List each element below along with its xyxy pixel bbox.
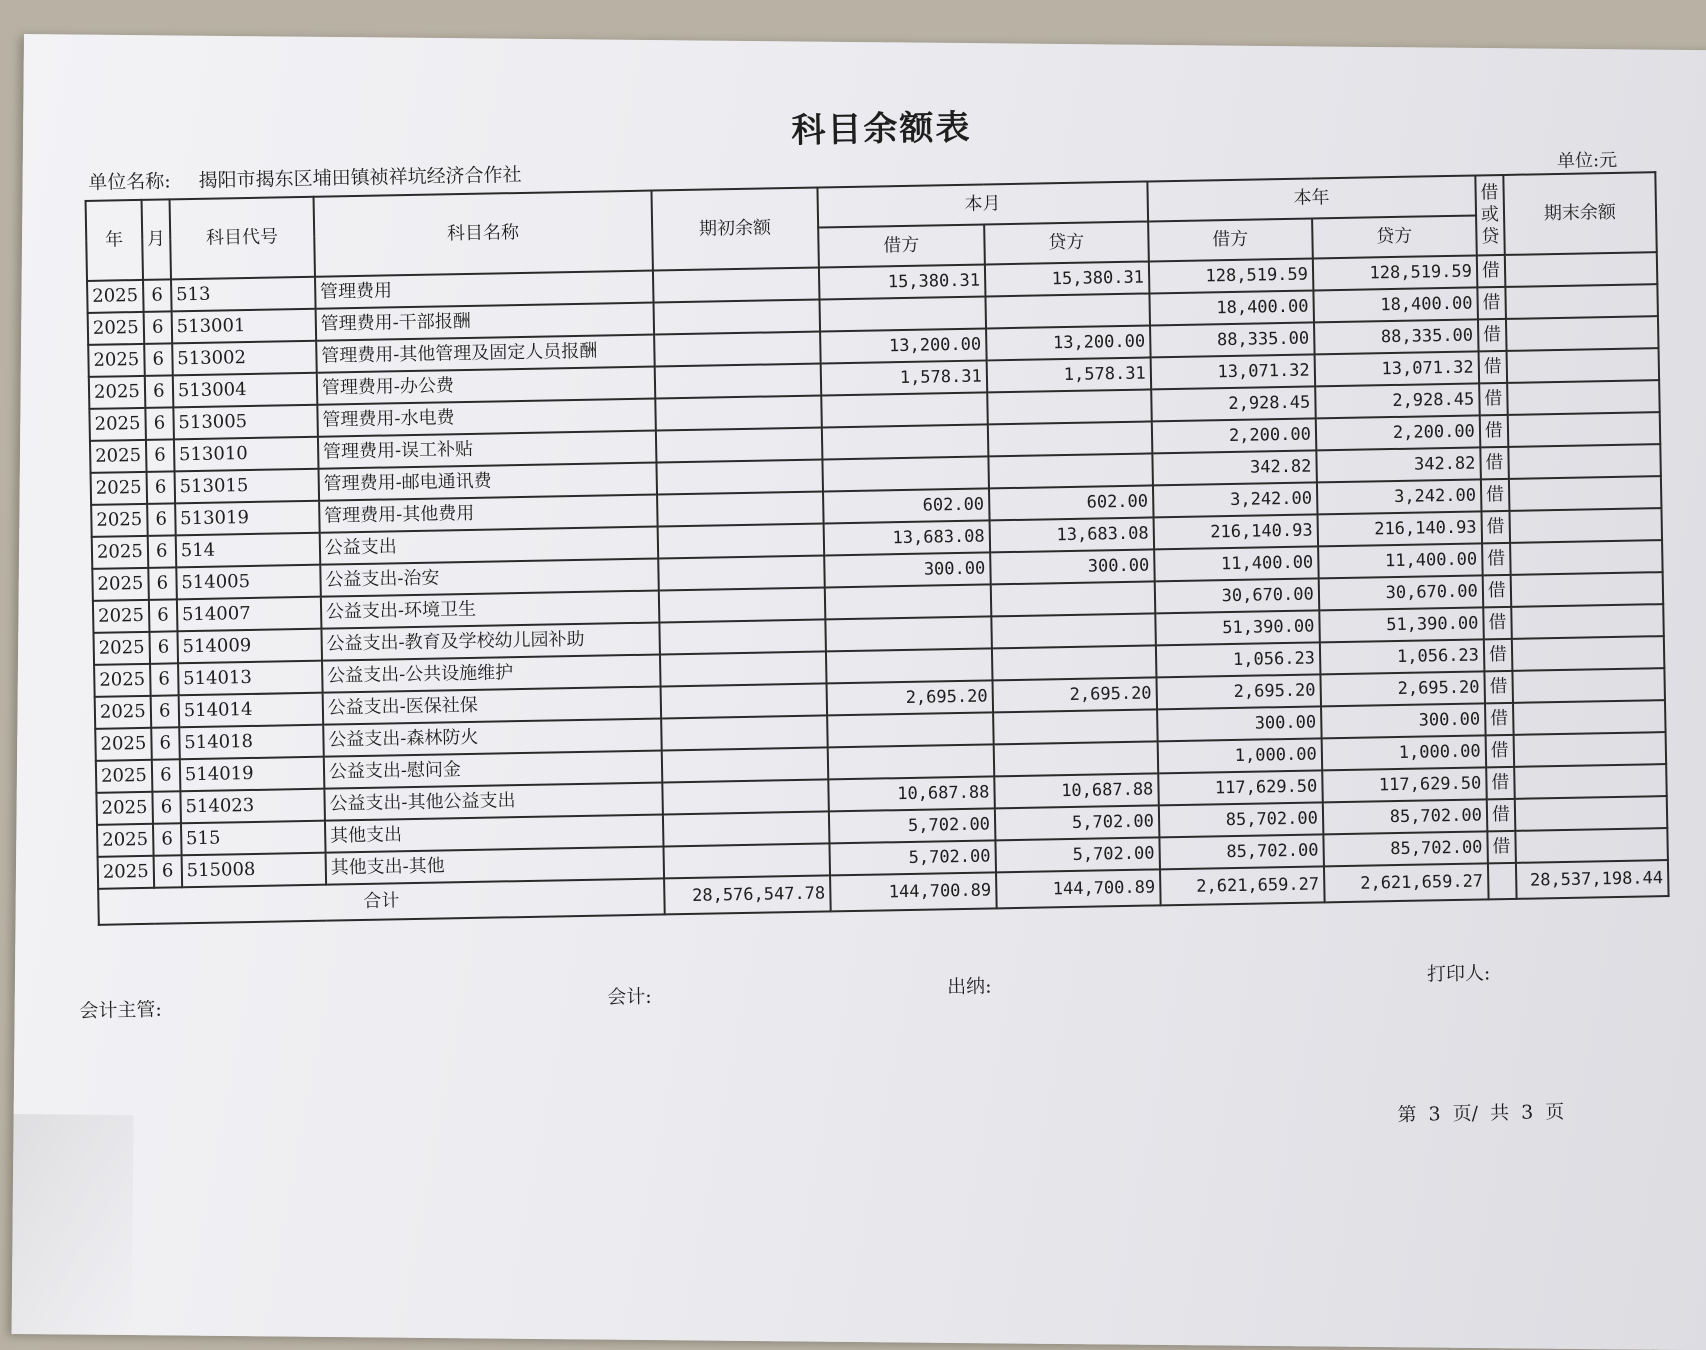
cell-month: 6 (149, 631, 178, 664)
cell-year-credit: 11,400.00 (1318, 543, 1483, 578)
cell-direction: 借 (1477, 255, 1506, 288)
cell-closing (1513, 732, 1666, 767)
signature-printer: 打印人: (1426, 962, 1491, 986)
cell-year: 2025 (93, 632, 149, 665)
cell-opening (656, 427, 823, 462)
cell-month-credit (985, 293, 1150, 328)
cell-year-credit: 2,928.45 (1315, 383, 1480, 418)
cell-code: 513010 (174, 437, 319, 472)
cell-closing (1515, 828, 1668, 863)
cell-closing (1509, 476, 1662, 511)
cell-code: 514 (176, 533, 321, 568)
cell-opening (655, 395, 822, 430)
cell-month-debit (822, 424, 989, 459)
cell-month-credit (987, 389, 1152, 424)
cell-month-debit: 15,380.31 (819, 264, 986, 299)
cell-month-debit (828, 744, 995, 779)
cell-month-debit (825, 616, 992, 651)
cell-year: 2025 (95, 696, 151, 729)
cell-month-credit (993, 741, 1158, 776)
cell-year: 2025 (91, 504, 147, 537)
cell-month: 6 (151, 727, 180, 760)
cell-opening (654, 332, 821, 367)
cell-direction: 借 (1483, 607, 1512, 640)
cell-month: 6 (153, 823, 182, 856)
cell-year: 2025 (89, 408, 145, 441)
header-month: 月 (141, 199, 170, 279)
cell-month-debit: 1,578.31 (820, 360, 987, 395)
cell-year-debit: 342.82 (1152, 450, 1317, 485)
cell-direction: 借 (1477, 287, 1506, 320)
header-year-credit: 贷方 (1312, 215, 1477, 258)
cell-year-debit: 2,200.00 (1152, 418, 1317, 453)
cell-code: 514009 (177, 629, 322, 664)
cell-year-credit: 342.82 (1316, 447, 1481, 482)
signature-cashier: 出纳: (946, 975, 992, 999)
cell-month-debit (821, 392, 988, 427)
cell-year-credit: 30,670.00 (1318, 575, 1483, 610)
currency-unit: 单位:元 (1556, 149, 1618, 172)
unit-name-line (88, 160, 522, 195)
total-year-debit: 2,621,659.27 (1160, 866, 1325, 905)
cell-year: 2025 (93, 600, 149, 633)
cell-year-credit: 85,702.00 (1323, 831, 1488, 866)
header-direction-char: 贷 (1481, 226, 1500, 248)
cell-closing (1506, 316, 1659, 351)
cell-name: 管理费用 (315, 271, 654, 309)
cell-closing (1506, 348, 1659, 383)
cell-month-credit: 602.00 (989, 485, 1154, 520)
cell-year-debit: 88,335.00 (1150, 322, 1315, 357)
cell-direction: 借 (1484, 671, 1513, 704)
cell-code: 514005 (176, 565, 321, 600)
signature-supervisor: 会计主管: (79, 998, 162, 1023)
cell-name: 管理费用-干部报酬 (315, 303, 654, 341)
cell-year-credit: 13,071.32 (1314, 351, 1479, 386)
cell-direction: 借 (1487, 831, 1516, 864)
cell-month-credit: 10,687.88 (994, 773, 1159, 808)
cell-closing (1515, 796, 1668, 831)
cell-month-debit: 13,200.00 (820, 328, 987, 363)
cell-direction: 借 (1481, 479, 1510, 512)
cell-direction: 借 (1482, 543, 1511, 576)
header-month-debit: 借方 (818, 224, 985, 267)
cell-month-debit: 602.00 (823, 488, 990, 523)
cell-code: 513001 (171, 309, 316, 344)
cell-opening (657, 491, 824, 526)
cell-name: 公益支出-公共设施维护 (322, 654, 661, 692)
cell-opening (655, 364, 822, 399)
cell-closing (1514, 764, 1667, 799)
cell-closing (1512, 668, 1665, 703)
cell-closing (1508, 444, 1661, 479)
cell-name: 公益支出-其他公益支出 (324, 782, 663, 820)
cell-month-debit: 300.00 (824, 552, 991, 587)
cell-direction: 借 (1485, 735, 1514, 768)
total-month-debit: 144,700.89 (830, 872, 997, 911)
cell-month: 6 (143, 311, 172, 344)
cell-opening (658, 555, 825, 590)
header-code: 科目代号 (169, 197, 314, 280)
cell-year-credit: 300.00 (1321, 703, 1486, 738)
cell-month: 6 (146, 471, 175, 504)
header-this-year: 本年 (1147, 175, 1476, 221)
cell-year-debit: 13,071.32 (1150, 354, 1315, 389)
cell-month: 6 (152, 759, 181, 792)
cell-closing (1511, 604, 1664, 639)
cell-year-debit: 85,702.00 (1159, 834, 1324, 869)
header-opening: 期初余额 (651, 188, 818, 271)
cell-year: 2025 (96, 792, 152, 825)
cell-direction: 借 (1485, 703, 1514, 736)
cell-year-credit: 3,242.00 (1317, 479, 1482, 514)
cell-month: 6 (152, 791, 181, 824)
cell-closing (1513, 700, 1666, 735)
cell-name: 公益支出-治安 (320, 559, 659, 597)
cell-month: 6 (148, 567, 177, 600)
cell-year-debit: 128,519.59 (1149, 258, 1314, 293)
cell-month-credit: 2,695.20 (992, 677, 1157, 712)
cell-month-debit: 5,702.00 (829, 808, 996, 843)
cell-year-credit: 1,056.23 (1320, 639, 1485, 674)
cell-year: 2025 (95, 728, 151, 761)
cell-name: 其他支出-其他 (325, 846, 664, 884)
cell-year-credit: 88,335.00 (1314, 319, 1479, 354)
cell-year-debit: 3,242.00 (1153, 482, 1318, 517)
cell-year-debit: 30,670.00 (1155, 578, 1320, 613)
cell-year: 2025 (89, 376, 145, 409)
cell-month-debit: 10,687.88 (828, 776, 995, 811)
cell-month: 6 (145, 407, 174, 440)
cell-year: 2025 (92, 568, 148, 601)
cell-direction: 借 (1481, 511, 1510, 544)
cell-name: 其他支出 (325, 814, 664, 852)
cell-month-credit: 13,683.08 (989, 517, 1154, 552)
cell-month-credit: 13,200.00 (986, 325, 1151, 360)
cell-month-debit (825, 584, 992, 619)
total-closing: 28,537,198.44 (1516, 860, 1669, 899)
unit-name-label: 单位名称: (88, 170, 171, 194)
cell-name: 公益支出-慰问金 (324, 750, 663, 788)
cell-name: 管理费用-水电费 (317, 399, 656, 437)
cell-month: 6 (144, 343, 173, 376)
header-direction-char: 借 (1480, 182, 1499, 204)
cell-name: 公益支出-教育及学校幼儿园补助 (321, 623, 660, 661)
cell-month-credit: 1,578.31 (986, 357, 1151, 392)
cell-opening (661, 715, 828, 750)
cell-year-credit: 51,390.00 (1319, 607, 1484, 642)
cell-month-credit (993, 709, 1158, 744)
cell-year: 2025 (87, 280, 143, 313)
cell-closing (1505, 284, 1658, 319)
header-name: 科目名称 (313, 191, 652, 277)
cell-year-credit: 18,400.00 (1313, 287, 1478, 322)
total-year-credit: 2,621,659.27 (1324, 863, 1489, 902)
header-month-credit: 贷方 (984, 221, 1149, 264)
cell-year-debit: 2,695.20 (1156, 674, 1321, 709)
cell-year: 2025 (88, 344, 144, 377)
header-direction-char: 或 (1480, 204, 1500, 226)
cell-code: 514019 (180, 757, 325, 792)
cell-month-credit: 5,702.00 (995, 837, 1160, 872)
cell-month-debit (827, 712, 994, 747)
cell-name: 公益支出-森林防火 (323, 718, 662, 756)
cell-month: 6 (148, 535, 177, 568)
cell-code: 513002 (172, 341, 317, 376)
cell-opening (660, 683, 827, 718)
cell-month: 6 (149, 599, 178, 632)
cell-year-credit: 128,519.59 (1313, 255, 1478, 290)
table-body (87, 252, 1668, 889)
cell-year-credit: 2,200.00 (1316, 415, 1481, 450)
cell-code: 513005 (173, 405, 318, 440)
cell-code: 514018 (179, 725, 324, 760)
cell-closing (1505, 252, 1658, 287)
cell-name: 公益支出-医保社保 (322, 686, 661, 724)
cell-year: 2025 (90, 440, 146, 473)
cell-month-credit: 5,702.00 (995, 805, 1160, 840)
cell-code: 513019 (175, 501, 320, 536)
header-year-debit: 借方 (1148, 218, 1313, 261)
cell-opening (659, 619, 826, 654)
cell-year-credit: 216,140.93 (1317, 511, 1482, 546)
cell-year-credit: 85,702.00 (1323, 799, 1488, 834)
cell-year: 2025 (94, 664, 150, 697)
cell-code: 514014 (178, 693, 323, 728)
signature-accountant: 会计: (607, 985, 652, 1009)
cell-opening (659, 587, 826, 622)
cell-opening (653, 300, 820, 335)
cell-direction: 借 (1484, 639, 1513, 672)
cell-direction: 借 (1478, 351, 1507, 384)
cell-direction: 借 (1479, 383, 1508, 416)
header-direction (1475, 175, 1504, 255)
cell-month-debit (822, 456, 989, 491)
cell-year: 2025 (92, 536, 148, 569)
cell-month: 6 (147, 503, 176, 536)
cell-opening (663, 811, 830, 846)
cell-year-debit: 117,629.50 (1158, 770, 1323, 805)
cell-month-debit (826, 648, 993, 683)
cell-month-credit (988, 453, 1153, 488)
cell-year-credit: 2,695.20 (1320, 671, 1485, 706)
header-year: 年 (86, 200, 143, 281)
cell-code: 513004 (173, 373, 318, 408)
header-this-month: 本月 (817, 181, 1148, 227)
cell-opening (653, 268, 820, 303)
cell-opening (662, 779, 829, 814)
unit-name-value: 揭阳市揭东区埔田镇祯祥坑经济合作社 (198, 163, 522, 192)
cell-month: 6 (150, 695, 179, 728)
cell-year: 2025 (91, 472, 147, 505)
cell-year-debit: 1,000.00 (1157, 738, 1322, 773)
total-label: 合计 (98, 878, 664, 924)
cell-year-debit: 85,702.00 (1159, 802, 1324, 837)
cell-year-debit: 300.00 (1157, 706, 1322, 741)
cell-direction: 借 (1482, 575, 1511, 608)
cell-month-debit: 13,683.08 (823, 520, 990, 555)
cell-direction: 借 (1480, 447, 1509, 480)
cell-year: 2025 (97, 824, 153, 857)
cell-code: 514007 (177, 597, 322, 632)
cell-month-credit: 300.00 (990, 549, 1155, 584)
cell-year-debit: 216,140.93 (1153, 514, 1318, 549)
cell-opening (660, 651, 827, 686)
cell-closing (1507, 380, 1660, 415)
cell-code: 514013 (178, 661, 323, 696)
cell-closing (1512, 636, 1665, 671)
total-opening: 28,576,547.78 (664, 875, 831, 914)
cell-month-debit: 2,695.20 (826, 680, 993, 715)
cell-code: 515008 (181, 853, 326, 888)
cell-year-debit: 1,056.23 (1156, 642, 1321, 677)
cell-month: 6 (150, 663, 179, 696)
cell-month: 6 (145, 375, 174, 408)
cell-opening (662, 747, 829, 782)
cell-year-debit: 11,400.00 (1154, 546, 1319, 581)
total-month-credit: 144,700.89 (996, 869, 1161, 908)
cell-year-debit: 2,928.45 (1151, 386, 1316, 421)
total-direction (1488, 863, 1517, 900)
cell-month-credit (991, 581, 1156, 616)
cell-year-credit: 117,629.50 (1322, 767, 1487, 802)
cell-opening (656, 459, 823, 494)
cell-code: 513015 (174, 469, 319, 504)
page-indicator: 第 3 页/ 共 3 页 (1397, 1100, 1565, 1127)
cell-name: 管理费用-其他管理及固定人员报酬 (316, 335, 655, 373)
cell-month-credit (991, 613, 1156, 648)
cell-direction: 借 (1486, 767, 1515, 800)
cell-code: 515 (181, 821, 326, 856)
cell-year-debit: 51,390.00 (1155, 610, 1320, 645)
cell-month-credit: 15,380.31 (985, 261, 1150, 296)
cell-name: 公益支出 (319, 527, 658, 565)
cell-direction: 借 (1478, 319, 1507, 352)
cell-month-debit (819, 296, 986, 331)
cell-name: 公益支出-环境卫生 (321, 591, 660, 629)
cell-closing (1508, 412, 1661, 447)
cell-year: 2025 (88, 312, 144, 345)
cell-direction: 借 (1487, 799, 1516, 832)
cell-code: 513 (171, 277, 316, 312)
cell-month: 6 (153, 855, 182, 888)
cell-month: 6 (143, 279, 172, 312)
cell-opening (657, 523, 824, 558)
cell-month-credit (988, 421, 1153, 456)
cell-name: 管理费用-误工补贴 (318, 431, 657, 469)
cell-opening (663, 843, 830, 878)
cell-name: 管理费用-办公费 (317, 367, 656, 405)
cell-month-credit (992, 645, 1157, 680)
cell-year-credit: 1,000.00 (1321, 735, 1486, 770)
cell-name: 管理费用-其他费用 (319, 495, 658, 533)
cell-closing (1509, 508, 1662, 543)
cell-code: 514023 (180, 789, 325, 824)
cell-month-debit: 5,702.00 (829, 840, 996, 875)
header-closing: 期末余额 (1503, 172, 1656, 255)
cell-closing (1510, 540, 1663, 575)
cell-year: 2025 (98, 856, 154, 889)
cell-name: 管理费用-邮电通讯费 (318, 463, 657, 501)
cell-month: 6 (146, 439, 175, 472)
ledger-table (85, 171, 1670, 926)
cell-year-debit: 18,400.00 (1149, 290, 1314, 325)
cell-year: 2025 (96, 760, 152, 793)
document-title: 科目余额表 (791, 107, 972, 151)
cell-direction: 借 (1480, 415, 1509, 448)
cell-closing (1510, 572, 1663, 607)
